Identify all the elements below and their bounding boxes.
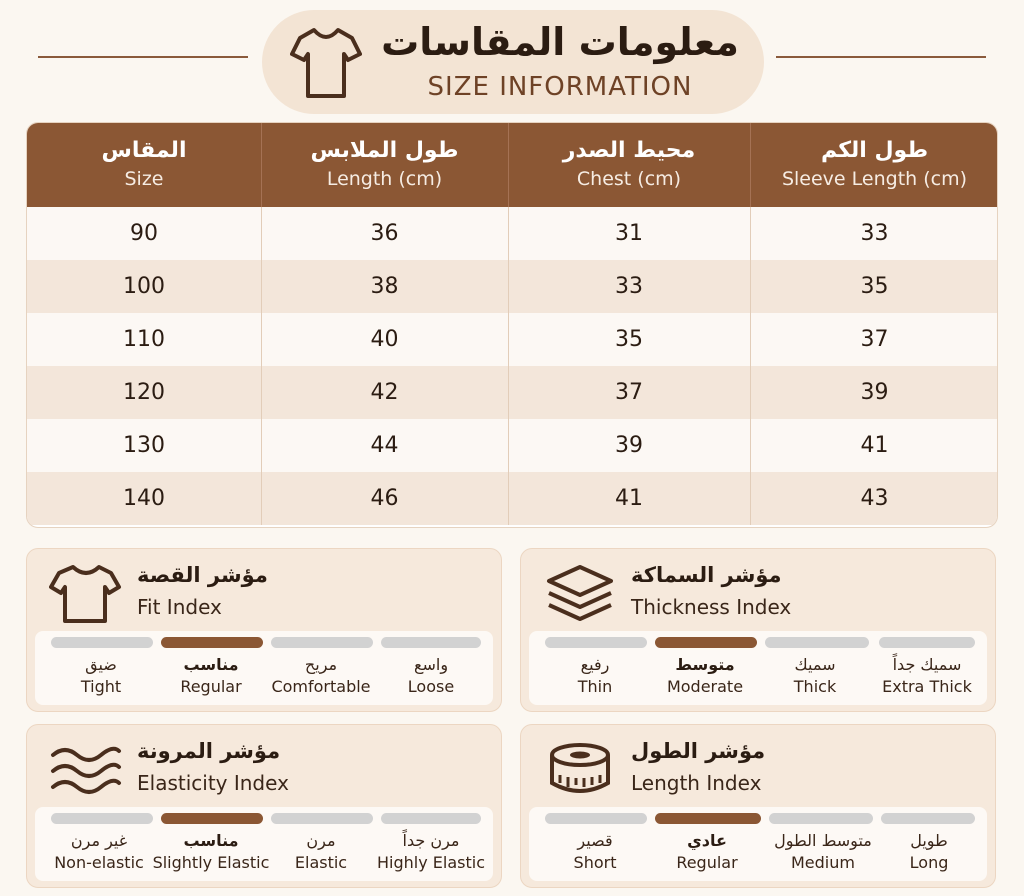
length-option-label: Medium [791, 853, 855, 872]
table-row [27, 207, 997, 260]
fit-index-title: Fit Index [137, 595, 222, 619]
elasticity-option-label-selected: Slightly Elastic [152, 853, 270, 872]
thickness-option-label: Thick [793, 677, 837, 696]
thickness-option-arabic: سميك جداً [892, 655, 962, 674]
table-header [27, 123, 997, 207]
cell-sleeve: 41 [860, 433, 889, 458]
table-row [27, 260, 997, 313]
column-header-sleeve: طول الكم Sleeve Length (cm) [781, 138, 968, 190]
cell-size: 130 [123, 433, 165, 458]
thickness-level-bar [765, 637, 869, 648]
thickness-index-title: Thickness Index [631, 595, 792, 619]
elasticity-index-card [26, 724, 502, 888]
thickness-option-label: Extra Thick [882, 677, 972, 696]
cell-sleeve: 43 [860, 486, 889, 511]
elasticity-level-bar [51, 813, 153, 824]
cell-chest: 41 [615, 486, 643, 511]
cell-size: 100 [123, 274, 165, 299]
column-header-chest: محيط الصدر Chest (cm) [562, 138, 696, 190]
fit-option-arabic-selected: مناسب [183, 655, 239, 674]
page-title-english: SIZE INFORMATION [427, 72, 693, 102]
thickness-index-card [520, 548, 996, 712]
cell-size: 110 [123, 327, 165, 352]
cell-size: 90 [130, 221, 158, 246]
elasticity-level-bar [381, 813, 481, 824]
thickness-option-arabic: رفيع [580, 655, 610, 674]
table-row [27, 313, 997, 366]
elasticity-option-arabic: مرن جداً [402, 831, 460, 850]
fit-index-scale [35, 631, 493, 705]
fit-option-label: Tight [80, 677, 122, 696]
cell-length: 40 [370, 327, 399, 352]
header-divider-right [776, 56, 986, 58]
cell-length: 42 [370, 380, 399, 405]
tshirt-icon [49, 563, 123, 625]
cell-length: 36 [370, 221, 399, 246]
cell-size: 120 [123, 380, 165, 405]
length-index-title-arabic: مؤشر الطول [631, 739, 766, 763]
header-badge [262, 10, 764, 114]
length-option-label: Long [909, 853, 949, 872]
cell-chest: 35 [615, 327, 643, 352]
fit-level-bar-selected [161, 637, 263, 648]
cell-sleeve: 33 [860, 221, 889, 246]
thickness-option-label: Thin [577, 677, 613, 696]
fit-index-title-arabic: مؤشر القصة [137, 563, 268, 587]
cell-sleeve: 39 [860, 380, 889, 405]
thickness-level-bar [879, 637, 975, 648]
elasticity-index-title-arabic: مؤشر المرونة [137, 739, 281, 763]
cell-chest: 37 [615, 380, 643, 405]
fit-level-bar [271, 637, 373, 648]
length-option-arabic-selected: عادي [687, 831, 727, 850]
thickness-level-bar-selected [655, 637, 757, 648]
fit-option-arabic: واسع [413, 655, 449, 674]
size-table [26, 122, 998, 528]
elasticity-option-arabic: مرن [306, 831, 336, 850]
length-level-bar [545, 813, 647, 824]
elasticity-level-bar-selected [161, 813, 263, 824]
table-row [27, 472, 997, 525]
length-option-arabic: طويل [910, 831, 948, 850]
layers-icon [543, 563, 617, 625]
elasticity-option-label: Non-elastic [54, 853, 144, 872]
fit-level-bar [381, 637, 481, 648]
cell-length: 38 [370, 274, 399, 299]
elasticity-index-title: Elasticity Index [137, 771, 289, 795]
length-level-bar [769, 813, 873, 824]
fit-option-arabic: مريح [304, 655, 338, 674]
fit-level-bar [51, 637, 153, 648]
length-option-arabic: متوسط الطول [774, 831, 872, 850]
tshirt-icon [290, 24, 362, 100]
fit-option-label: Loose [407, 677, 455, 696]
cell-length: 46 [370, 486, 399, 511]
cell-chest: 39 [615, 433, 643, 458]
page-title-arabic: معلومات المقاسات [381, 20, 739, 64]
thickness-option-arabic-selected: متوسط [675, 655, 735, 674]
table-row [27, 419, 997, 472]
waves-icon [49, 739, 123, 801]
cell-sleeve: 37 [860, 327, 889, 352]
fit-index-card [26, 548, 502, 712]
elasticity-level-bar [271, 813, 373, 824]
length-index-title: Length Index [631, 771, 762, 795]
length-option-label: Short [573, 853, 617, 872]
cell-chest: 33 [615, 274, 643, 299]
thickness-option-label-selected: Moderate [666, 677, 744, 696]
elasticity-index-scale [35, 807, 493, 881]
column-header-size: المقاس Size [101, 138, 187, 190]
fit-option-label-selected: Regular [180, 677, 242, 696]
length-option-label-selected: Regular [676, 853, 738, 872]
elasticity-option-arabic-selected: مناسب [183, 831, 239, 850]
length-level-bar-selected [655, 813, 761, 824]
elasticity-option-label: Elastic [294, 853, 348, 872]
column-header-length: طول الملابس Length (cm) [310, 138, 459, 190]
elasticity-option-label: Highly Elastic [377, 853, 485, 872]
measuring-tape-icon [543, 739, 617, 801]
header-divider-left [38, 56, 248, 58]
cell-size: 140 [123, 486, 165, 511]
length-index-card [520, 724, 996, 888]
length-level-bar [881, 813, 975, 824]
thickness-index-scale [529, 631, 987, 705]
thickness-level-bar [545, 637, 647, 648]
fit-option-arabic: ضيق [85, 655, 117, 674]
fit-option-label: Comfortable [271, 677, 371, 696]
thickness-index-title-arabic: مؤشر السماكة [631, 563, 782, 587]
table-row [27, 366, 997, 419]
cell-sleeve: 35 [860, 274, 889, 299]
length-index-scale [529, 807, 987, 881]
thickness-option-arabic: سميك [794, 655, 836, 674]
cell-chest: 31 [615, 221, 643, 246]
elasticity-option-arabic: غير مرن [70, 831, 128, 850]
cell-length: 44 [370, 433, 399, 458]
length-option-arabic: قصير [577, 831, 613, 850]
